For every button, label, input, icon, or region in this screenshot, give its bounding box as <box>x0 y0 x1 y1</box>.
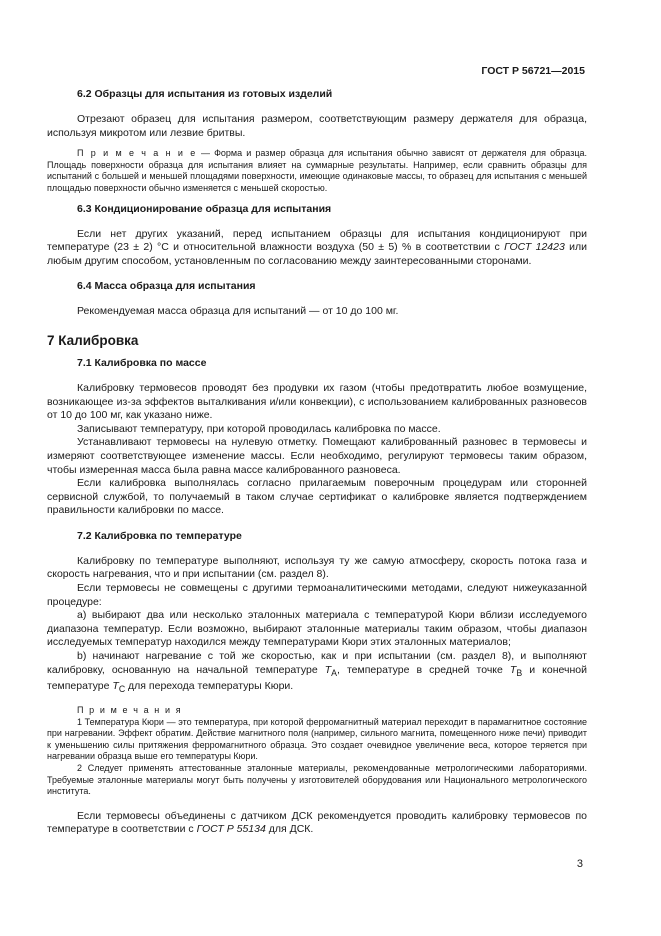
paragraph: Записывают температуру, при которой проводилась калибровка по массе. <box>77 422 441 435</box>
paragraph: Рекомендуемая масса образца для испытаний — от 10 до 100 мг. <box>77 305 399 318</box>
notes-label: П р и м е ч а н и я <box>77 705 183 715</box>
section-7-2-heading: 7.2 Калибровка по температуре <box>77 529 242 542</box>
section-7-heading: 7 Калибровка <box>47 332 139 348</box>
standard-reference: ГОСТ Р 55134 <box>196 823 266 836</box>
note-label: П р и м е ч а н и е <box>77 148 197 159</box>
document-header: ГОСТ Р 56721—2015 <box>481 65 585 77</box>
note-text: — Форма и размер образца для испытания обычно зависят от держателя для образца. Площадь поверхности образца для испытания влияет на суммарные результаты. Например, если сравнить образцы для испытаний с большей и меньшей площадями поверхности, имеющие одинаковые массы, то образец для испытания с меньшей площадью поверхности обычно изменяется с меньшей скоростью. <box>47 148 587 193</box>
list-item: а) выбирают два или несколько эталонных материала с температурой Кюри вблизи исследуемого диапазона температур. Если возможно, выбирают эталонные материалы таким образом, чтобы диапазон исследуемых температур находился между температурами Кюри этих эталонных материалов; <box>47 609 587 649</box>
section-6-3-heading: 6.3 Кондиционирование образца для испытания <box>77 202 332 215</box>
paragraph: Калибровку термовесов проводят без продувки их газом (чтобы предотвратить любое возмущение, возникающее из-за эффектов выталкивания и/или конвекции), с использованием калиброванных разновесов от 10 до 100 мг, как указано ниже. <box>47 381 587 422</box>
note <box>47 148 587 194</box>
standard-reference: ГОСТ 12423 <box>504 241 565 254</box>
paragraph: Если термовесы объединены с датчиком ДСК рекомендуется проводить калибровку термовесов по температуре в соответствии с ГОСТ Р 55134 для ДСК. <box>47 809 587 836</box>
note: 1 Температура Кюри — это температура, при которой ферромагнитный материал переходит в парамагнитное состояние при нагревании. Эффект обратим. Действие магнитного поля (например, сильного магнита, помещенного ниже печи) приводит к уменьшению силы притяжения ферромагнитного образца. Это создает очевидное увеличение веса, которое теряется при нагревании образца выше его температуры Кюри. <box>47 716 587 762</box>
section-6-2-heading: 6.2 Образцы для испытания из готовых изделий <box>77 88 333 100</box>
section-6-4-heading: 6.4 Масса образца для испытания <box>77 280 256 293</box>
section-7-1-heading: 7.1 Калибровка по массе <box>77 356 207 369</box>
paragraph: Если нет других указаний, перед испытанием образцы для испытания кондиционируют при температуре (23 ± 2) °С и относительной влажности воздуха (50 ± 5) % в соответствии с ГОСТ 12423 или любым другим способом, установленным по согласованию между заинтересованными сторонами. <box>47 227 587 267</box>
page-number: 3 <box>576 858 583 870</box>
paragraph: Устанавливают термовесы на нулевую отметку. Помещают калиброванный разновес в термовесы и измеряют соответствующее изменение массы. Если необходимо, регулируют термовесы таким образом, чтобы измеренная масса была равна массе калиброванного разновеса. <box>47 436 587 476</box>
paragraph: Отрезают образец для испытания размером, соответствующим размеру держателя для образца, используя микротом или лезвие бритвы. <box>47 113 587 139</box>
page-body <box>47 88 587 837</box>
paragraph: Если термовесы не совмещены с другими термоаналитическими методами, следуют нижеуказанной процедуре: <box>47 582 587 608</box>
paragraph: Калибровку по температуре выполняют, используя ту же самую атмосферу, скорость потока газа и скорость нагревания, что и при испытании (см. раздел 8). <box>47 554 587 581</box>
list-item: b) начинают нагревание с той же скоростью, как и при испытании (см. раздел 8), и выполняют калибровку, основанную на начальной температуре $T_A$, температуре в средней точке $T_B$ и конечной температуре $T_C$ для перехода температуры Кюри. <box>47 650 587 695</box>
paragraph: Если калибровка выполнялась согласно прилагаемым поверочным процедурам или сторонней сервисной службой, то получаемый в таком случае сертификат о калибровке является подтверждением правильности калибровки по массе. <box>47 477 587 517</box>
note: 2 Следует применять аттестованные эталонные материалы, рекомендованные метрологическими лабораториями. Требуемые эталонные материалы могут быть получены у изготовителей оборудования или Национального метрологического института. <box>47 762 587 797</box>
